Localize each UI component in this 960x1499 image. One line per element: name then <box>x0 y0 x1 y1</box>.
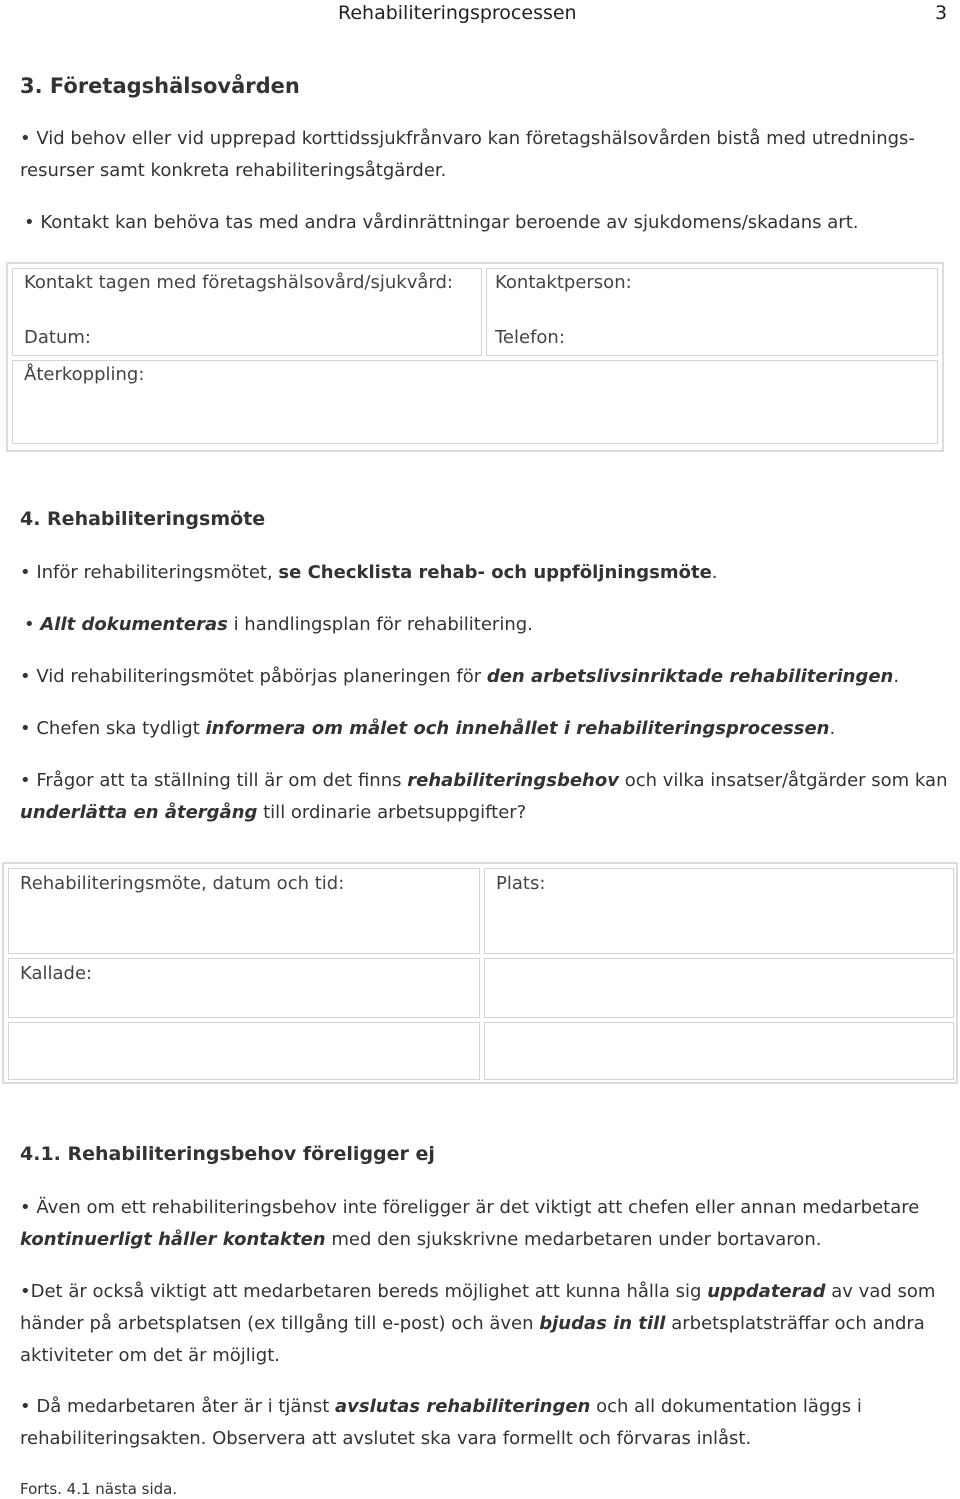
bullet-2-emphasis: Allt dokumenteras <box>40 614 228 635</box>
paragraph-2-text: •Det är också viktigt att medarbetaren bereds möjlighet att kunna hålla sig <box>20 1281 708 1302</box>
meeting-datetime-label: Rehabiliteringsmöte, datum och tid: <box>20 873 345 894</box>
bullet-5-emphasis-2: underlätta en återgång <box>20 802 258 823</box>
section-4-bullet-3 <box>20 661 899 693</box>
feedback-label: Återkoppling: <box>24 364 145 385</box>
meeting-cell-right-1 <box>484 868 954 954</box>
page-number: 3 <box>935 2 948 24</box>
bullet-2-marker: • <box>24 614 41 635</box>
contact-form-cell-bottom <box>12 360 938 444</box>
bullet-3-emphasis: den arbetslivsinriktade rehabiliteringen <box>486 666 894 687</box>
section-4-1-paragraph-2 <box>20 1276 945 1372</box>
bullet-5-text: • Frågor att ta ställning till är om det finns <box>20 770 408 791</box>
contact-taken-label: Kontakt tagen med företagshälsovård/sjukvård: <box>24 272 453 293</box>
paragraph-2-end: arbetsplatsträffar och andra aktiviteter om det är möjligt. <box>20 1313 925 1366</box>
bullet-5-mid: och vilka insatser/åtgärder som kan <box>618 770 948 791</box>
section-4-1-paragraph-1 <box>20 1192 945 1256</box>
date-label: Datum: <box>24 327 91 348</box>
section-4-bullet-2 <box>24 609 533 641</box>
section-4-bullet-5-line-2 <box>20 797 526 829</box>
contact-person-label: Kontaktperson: <box>495 272 632 293</box>
paragraph-3-text: • Då medarbetaren åter är i tjänst <box>20 1396 336 1417</box>
paragraph-1-emphasis: kontinuerligt håller kontakten <box>20 1229 326 1250</box>
bullet-1-end: . <box>711 562 718 583</box>
bullet-4-text: • Chefen ska tydligt <box>20 718 206 739</box>
checklist-reference: se Checklista rehab- och uppföljningsmöte <box>278 562 712 583</box>
bullet-4-end: . <box>829 718 836 739</box>
paragraph-1-end: med den sjukskrivne medarbetaren under bortavaron. <box>325 1229 822 1250</box>
section-4-1-heading: 4.1. Rehabiliteringsbehov föreligger ej <box>20 1143 435 1165</box>
meeting-cell-left-3 <box>8 1022 480 1080</box>
section-4-bullet-1 <box>20 557 718 589</box>
meeting-cell-right-2 <box>484 958 954 1018</box>
meeting-cell-right-3 <box>484 1022 954 1080</box>
place-label: Plats: <box>496 873 546 894</box>
section-4-1-paragraph-3 <box>20 1391 945 1455</box>
bullet-5-end: till ordinarie arbetsuppgifter? <box>257 802 527 823</box>
paragraph-3-emphasis: avslutas rehabiliteringen <box>335 1396 591 1417</box>
running-header-title: Rehabiliteringsprocessen <box>338 2 577 24</box>
bullet-3-end: . <box>893 666 900 687</box>
bullet-1-text: • Inför rehabiliteringsmötet, <box>20 562 279 583</box>
section-4-bullet-5-line-1 <box>20 765 947 797</box>
section-3-bullet-1-line-2: resurser samt konkreta rehabiliteringsåtgärder. <box>20 160 447 181</box>
section-3-bullet-2: • Kontakt kan behöva tas med andra vårdinrättningar beroende av sjukdomens/skadans art. <box>24 212 859 233</box>
bullet-3-text: • Vid rehabiliteringsmötet påbörjas planeringen för <box>20 666 487 687</box>
bullet-2-text: i handlingsplan för rehabilitering. <box>227 614 533 635</box>
paragraph-2-mid: av vad som händer på arbetsplatsen (ex tillgång till e-post) och även <box>20 1281 936 1334</box>
paragraph-1-text: • Även om ett rehabiliteringsbehov inte föreligger är det viktigt att chefen eller annan medarbetare <box>20 1197 920 1218</box>
section-4-heading: 4. Rehabiliteringsmöte <box>20 508 266 530</box>
section-3-heading: 3. Företagshälsovården <box>20 74 300 98</box>
bullet-5-emphasis-1: rehabiliteringsbehov <box>407 770 619 791</box>
paragraph-3-end: och all dokumentation läggs i rehabiliteringsakten. Observera att avslutet ska vara formellt och förvaras inlåst. <box>20 1396 862 1449</box>
continued-note: Forts. 4.1 nästa sida. <box>20 1480 178 1498</box>
section-3-bullet-1-line-1: • Vid behov eller vid upprepad korttidssjukfrånvaro kan företagshälsovården bistå med utrednings- <box>20 128 915 149</box>
paragraph-2-emphasis-2: bjudas in till <box>539 1313 666 1334</box>
paragraph-2-emphasis-1: uppdaterad <box>707 1281 826 1302</box>
phone-label: Telefon: <box>495 327 565 348</box>
section-4-bullet-4 <box>20 713 835 745</box>
bullet-4-emphasis: informera om målet och innehållet i rehabiliteringsprocessen <box>205 718 830 739</box>
invited-label: Kallade: <box>20 963 93 984</box>
